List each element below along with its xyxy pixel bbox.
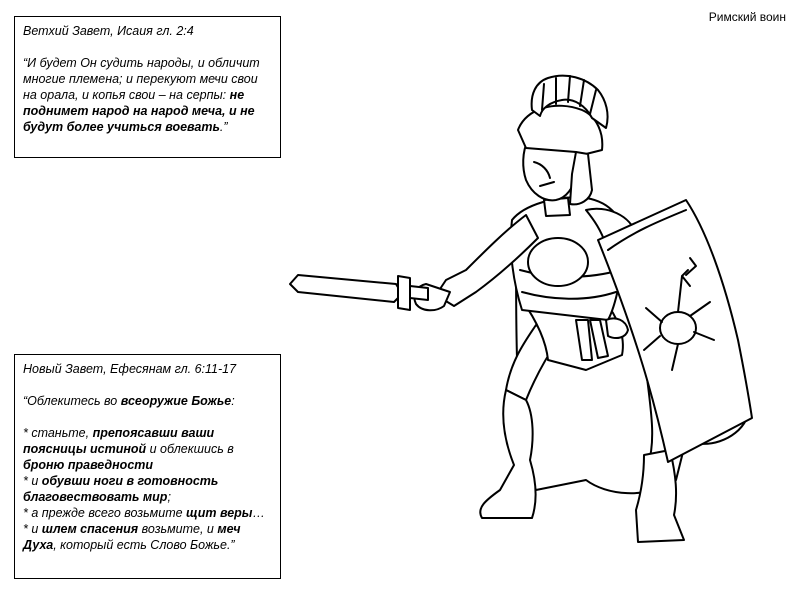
- roman-soldier-illustration: [286, 70, 758, 575]
- old-testament-reference: Ветхий Завет, Исаия гл. 2:4: [23, 24, 194, 38]
- nt-emphasis: броню праведности: [23, 458, 154, 472]
- figure-caption: Римский воин: [708, 10, 786, 24]
- sword-guard: [398, 276, 410, 310]
- quote-text: “И будет Он судить народы, и обличит многие племена; и перекуют мечи свои на орала, и копья свои – на серпы:: [23, 56, 260, 102]
- nt-line-shoes: [23, 473, 272, 505]
- new-testament-quote-box: [14, 354, 281, 579]
- nt-text: * станьте,: [23, 426, 93, 440]
- nt-line-helmet: [23, 521, 272, 553]
- nt-text: , который есть Слово Божье.”: [53, 538, 235, 552]
- nt-text: …: [252, 506, 265, 520]
- nt-text: ;: [167, 490, 171, 504]
- nt-text: * и: [23, 522, 42, 536]
- nt-text: * и: [23, 474, 42, 488]
- nt-intro-text: “Облекитесь во: [23, 394, 121, 408]
- nt-line-belt: [23, 425, 272, 473]
- sword-blade: [290, 275, 402, 302]
- nt-emphasis: меч Духа: [23, 522, 241, 552]
- quote-emphasis: не поднимет народ на народ меча, и не будут более учиться воевать: [23, 88, 255, 134]
- nt-emphasis: обувши ноги в готовность благовествовать мир: [23, 474, 219, 504]
- quote-end: .”: [219, 120, 228, 134]
- front-boot: [480, 390, 535, 518]
- nt-emphasis: шлем спасения: [41, 522, 139, 536]
- nt-line-shield: [23, 505, 272, 521]
- nt-text: * а прежде всего возьмите: [23, 506, 187, 520]
- old-testament-quote: [23, 55, 272, 135]
- roman-soldier-drawing: [286, 70, 758, 575]
- nt-intro: [23, 393, 272, 409]
- nt-intro-end: :: [231, 394, 235, 408]
- old-testament-quote-box: [14, 16, 281, 158]
- nt-text: и облекшись в: [146, 442, 234, 456]
- nt-intro-emphasis: всеоружие Божье: [120, 394, 232, 408]
- nt-text: возьмите, и: [138, 522, 218, 536]
- sword-hilt: [410, 286, 428, 300]
- new-testament-reference: Новый Завет, Ефесянам гл. 6:11-17: [23, 362, 237, 376]
- nt-emphasis: щит веры: [186, 506, 253, 520]
- nt-emphasis: препоясавши ваши поясницы истиной: [23, 426, 215, 456]
